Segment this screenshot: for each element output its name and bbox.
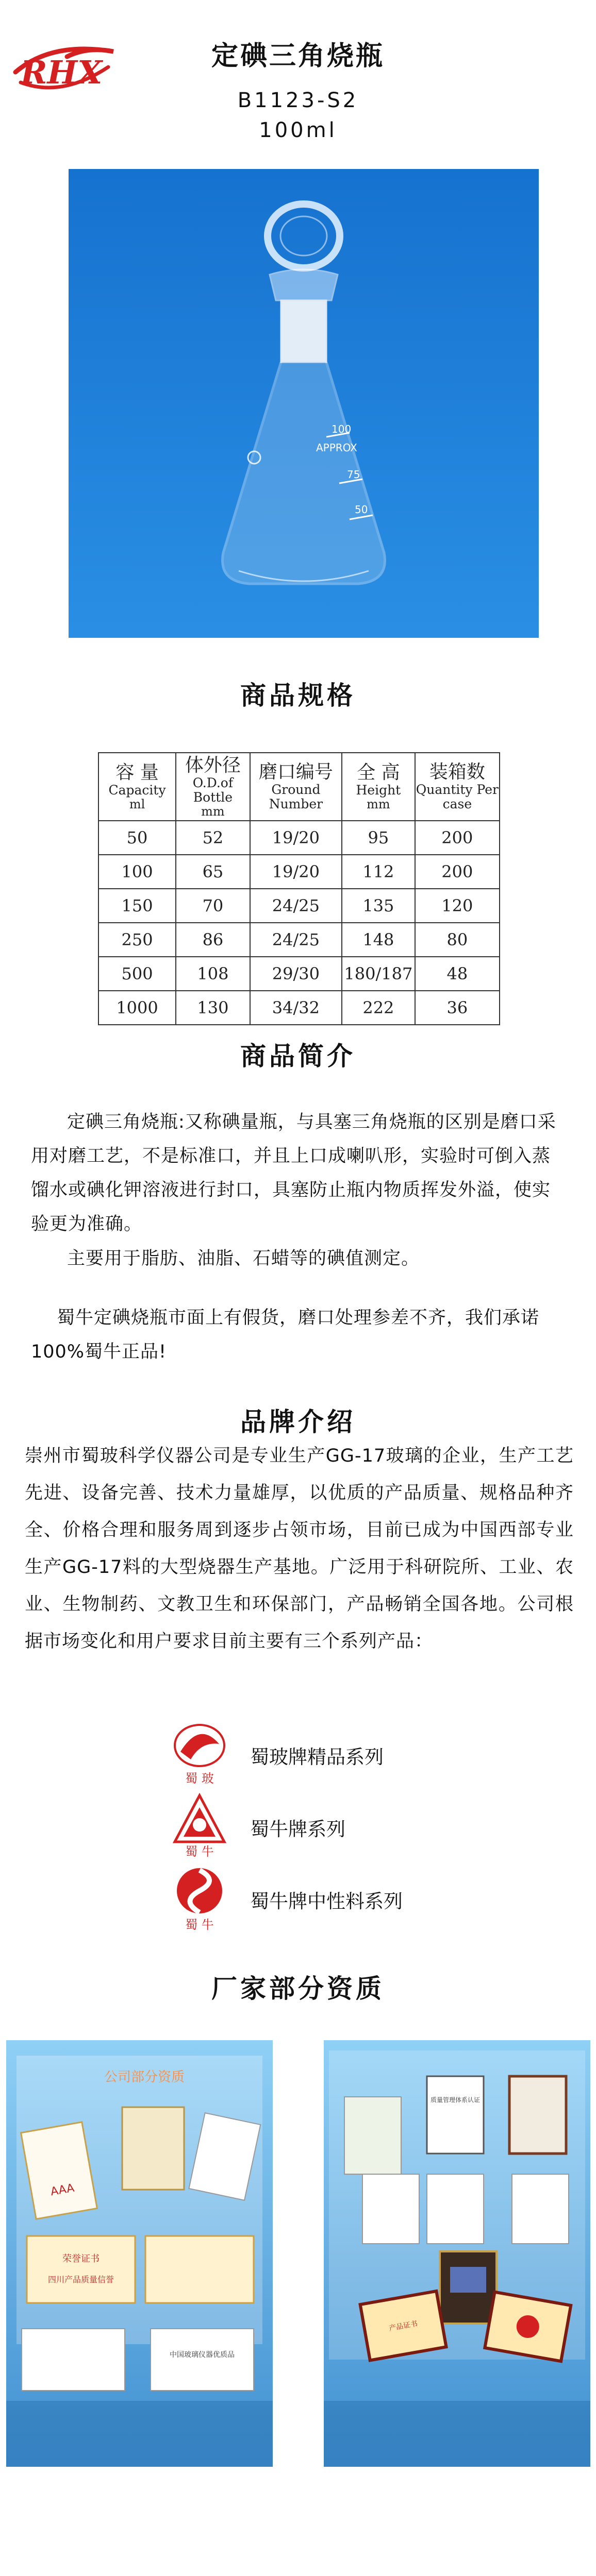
spec-header-ground: 磨口编号 Ground Number — [250, 753, 342, 821]
cert-aaa: AAA — [49, 2181, 76, 2199]
product-photo — [69, 169, 539, 638]
table-cell: 148 — [342, 923, 415, 957]
flask-mark-50: 50 — [355, 503, 368, 516]
iodine-flask-illustration — [69, 169, 539, 638]
logo-text: RHX — [21, 54, 103, 91]
table-cell: 34/32 — [250, 991, 342, 1025]
table-cell: 222 — [342, 991, 415, 1025]
intro-paragraph-2: 主要用于脂肪、油脂、石蜡等的碘值测定。 — [67, 1248, 420, 1269]
table-cell: 29/30 — [250, 957, 342, 991]
table-cell: 112 — [342, 855, 415, 889]
table-cell: 250 — [98, 923, 176, 957]
table-cell: 24/25 — [250, 889, 342, 923]
brand-title: 品牌介绍 — [240, 1407, 356, 1437]
series-label: 蜀牛牌系列 — [250, 1818, 345, 1840]
page-title: 定碘三角烧瓶 — [211, 41, 385, 72]
table-cell: 48 — [415, 957, 500, 991]
intro-paragraph-3: 蜀牛定碘烧瓶市面上有假货，磨口处理参差不齐，我们承诺100%蜀牛正品! — [31, 1308, 540, 1362]
cert-banner: 公司部分资质 — [104, 2070, 185, 2085]
svg-text:蜀 玻: 蜀 玻 — [185, 1771, 214, 1786]
table-cell: 135 — [342, 889, 415, 923]
series-item-shuniu-neutral — [170, 1865, 531, 1932]
table-cell: 86 — [176, 923, 250, 957]
shuniu-logo-icon — [170, 1793, 229, 1860]
table-cell: 130 — [176, 991, 250, 1025]
table-row — [98, 923, 500, 957]
table-cell: 36 — [415, 991, 500, 1025]
intro-paragraph-1: 定碘三角烧瓶:又称碘量瓶，与具塞三角烧瓶的区别是磨口采用对磨工艺，不是标准口，并且上口成喇叭形，实验时可倒入蒸馏水或碘化钾溶液进行封口，具塞防止瓶内物质挥发外溢，使实验更为准确。 — [31, 1112, 556, 1234]
cert-board-right — [324, 2040, 590, 2467]
table-cell: 80 — [415, 923, 500, 957]
cert-iso: 质量管理体系认证 — [430, 2096, 481, 2104]
table-row — [98, 855, 500, 889]
table-cell: 150 — [98, 889, 176, 923]
volume-label: 100ml — [259, 118, 337, 142]
spec-header-capacity: 容 量 Capacity ml — [98, 753, 176, 821]
spec-header-quantity: 装箱数 Quantity Per case — [415, 753, 500, 821]
flask-mark-100: 100 — [332, 423, 352, 435]
spec-header-row — [98, 753, 500, 821]
flask-mark-75: 75 — [347, 468, 360, 481]
cert-sichuan: 四川产品质量信誉 — [47, 2275, 114, 2284]
table-cell: 180/187 — [342, 957, 415, 991]
intro-title: 商品简介 — [240, 1041, 356, 1071]
cert-title: 厂家部分资质 — [211, 1974, 385, 2004]
spec-table — [98, 752, 500, 1025]
series-item-shuniu — [170, 1793, 531, 1860]
spec-title: 商品规格 — [240, 681, 356, 710]
table-cell: 24/25 — [250, 923, 342, 957]
table-cell: 19/20 — [250, 855, 342, 889]
brand-description: 崇州市蜀玻科学仪器公司是专业生产GG-17玻璃的企业，生产工艺先进、设备完善、技术力量雄厚，以优质的产品质量、规格品种齐全、价格合理和服务周到逐步占领市场，目前已成为中国西部专业生产GG-17料的大型烧器生产基地。广泛用于科研院所、工业、农业、生物制药、文教卫生和环保部门，产品畅销全国各地。公司根据市场变化和用户要求目前主要有三个系列产品： — [25, 1446, 574, 1652]
cert-board-left — [6, 2040, 273, 2467]
table-row — [98, 957, 500, 991]
table-cell: 1000 — [98, 991, 176, 1025]
table-row — [98, 821, 500, 855]
table-cell: 200 — [415, 855, 500, 889]
table-cell: 95 — [342, 821, 415, 855]
table-cell: 52 — [176, 821, 250, 855]
table-cell: 65 — [176, 855, 250, 889]
table-row — [98, 889, 500, 923]
table-cell: 100 — [98, 855, 176, 889]
table-cell: 200 — [415, 821, 500, 855]
shubo-logo-icon — [170, 1721, 229, 1788]
spec-header-od: 体外径 O.D.of Bottle mm — [176, 753, 250, 821]
table-cell: 108 — [176, 957, 250, 991]
cert-product: 产品证书 — [388, 2319, 419, 2333]
flask-mark-approx: APPROX — [316, 442, 357, 454]
shuniu-neutral-logo-icon — [170, 1865, 229, 1932]
series-label: 蜀玻牌精品系列 — [250, 1746, 384, 1768]
table-cell: 120 — [415, 889, 500, 923]
table-cell: 19/20 — [250, 821, 342, 855]
svg-text:蜀 牛: 蜀 牛 — [185, 1918, 214, 1932]
spec-header-height: 全 高 Height mm — [342, 753, 415, 821]
cert-honor: 荣誉证书 — [62, 2253, 100, 2264]
svg-text:蜀 牛: 蜀 牛 — [185, 1844, 214, 1859]
cert-quality: 中国玻璃仪器优质品 — [170, 2351, 235, 2359]
model-code: B1123-S2 — [237, 89, 359, 112]
table-cell: 50 — [98, 821, 176, 855]
table-cell: 70 — [176, 889, 250, 923]
series-label: 蜀牛牌中性料系列 — [250, 1890, 403, 1912]
table-cell: 500 — [98, 957, 176, 991]
table-row — [98, 991, 500, 1025]
series-item-shubo — [170, 1721, 531, 1788]
